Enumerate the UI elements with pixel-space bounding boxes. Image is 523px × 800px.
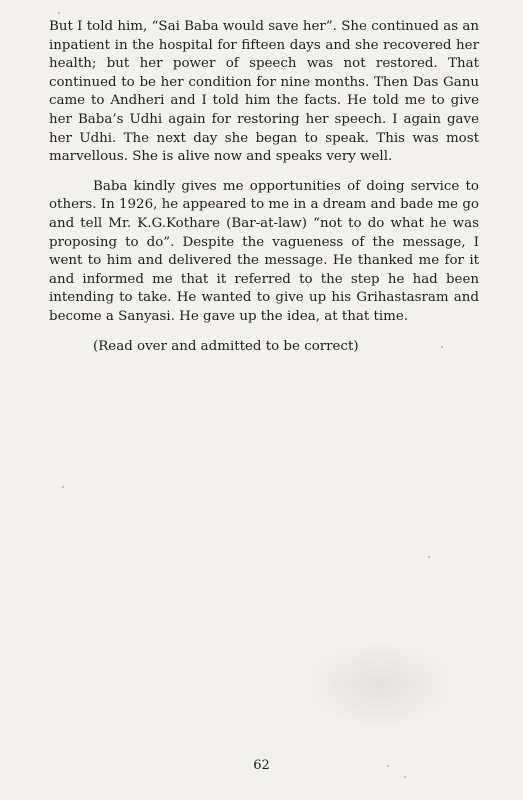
paper-speck: [62, 486, 64, 488]
page-number: 62: [253, 758, 270, 773]
closing-note: (Read over and admitted to be correct): [93, 338, 359, 354]
paper-speck: [58, 12, 60, 14]
show-through-stain: [300, 640, 460, 730]
body-text: [49, 18, 479, 356]
paper-speck: [428, 556, 430, 558]
paper-speck: [441, 346, 443, 348]
paragraph-2: Baba kindly gives me opportunities of doing service to others. In 1926, he appeared to me in a dream and bade me go and tell Mr. K.G.Kothare (Bar-at-law) “not to do what he was proposing to do”. Despite the vagueness of the message, I went to him and delivered the message. He thanked me for it and informed me that it referred to the step he had been intending to take. He wanted to give up his Grihastasram and become a Sanyasi. He gave up the idea, at that time.: [49, 178, 479, 324]
paragraph-1: But I told him, “Sai Baba would save her”. She continued as an inpatient in the hospital for fifteen days and she recovered her health; but her power of speech was not restored. That continued to be her condition for nine months. Then Das Ganu came to Andheri and I told him the facts. He told me to give her Baba’s Udhi again for restoring her speech. I again gave her Udhi. The next day she began to speak. This was most marvellous. She is alive now and speaks very well.: [49, 19, 479, 165]
paper-speck: [387, 765, 389, 767]
paper-speck: [404, 776, 406, 778]
